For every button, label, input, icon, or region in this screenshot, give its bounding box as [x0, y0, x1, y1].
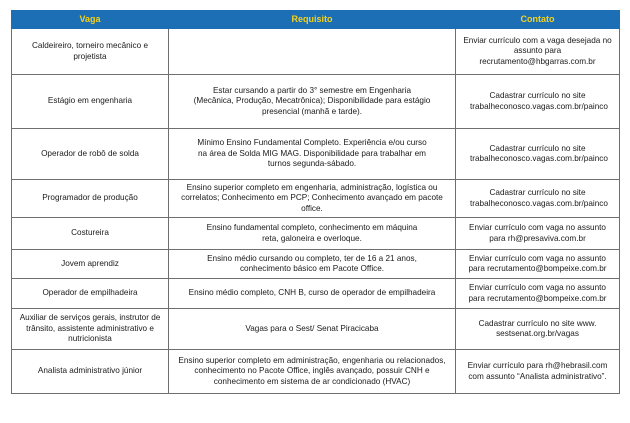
cell-vaga: Operador de empilhadeira [12, 279, 169, 309]
table-row [12, 350, 620, 394]
cell-requisito: Ensino superior completo em engenharia, administração, logística ou correlatos; Conhecimento em PCP; Conhecimento avançado em pacote office. [169, 180, 456, 218]
cell-contato: Enviar currículo com vaga no assunto para rh@presaviva.com.br [456, 218, 620, 250]
cell-contato: Enviar currículo com vaga no assunto para recrutamento@bompeixe.com.br [456, 250, 620, 279]
cell-vaga: Estágio em engenharia [12, 75, 169, 129]
cell-requisito: Ensino médio completo, CNH B, curso de operador de empilhadeira [169, 279, 456, 309]
table-row [12, 75, 620, 129]
cell-requisito: Mínimo Ensino Fundamental Completo. Experiência e/ou curso na área de Solda MIG MAG. Disponibilidade para trabalhar em turnos segunda-sábado. [169, 129, 456, 180]
table-row [12, 250, 620, 279]
cell-vaga: Jovem aprendiz [12, 250, 169, 279]
cell-vaga: Programador de produção [12, 180, 169, 218]
table-row [12, 279, 620, 309]
cell-vaga: Caldeireiro, torneiro mecânico e projetista [12, 29, 169, 75]
cell-vaga: Auxiliar de serviços gerais, instrutor de trânsito, assistente administrativo e nutricionista [12, 309, 169, 350]
header-requisito: Requisito [169, 11, 456, 29]
cell-requisito: Ensino médio cursando ou completo, ter de 16 a 21 anos, conhecimento básico em Pacote Office. [169, 250, 456, 279]
table-body [12, 29, 620, 394]
cell-contato: Cadastrar currículo no site trabalheconosco.vagas.com.br/painco [456, 180, 620, 218]
cell-contato: Cadastrar currículo no site trabalheconosco.vagas.com.br/painco [456, 75, 620, 129]
table-header [12, 11, 620, 29]
header-vaga: Vaga [12, 11, 169, 29]
header-row [12, 11, 620, 29]
cell-requisito [169, 29, 456, 75]
cell-contato: Enviar currículo para rh@hebrasil.com com assunto “Analista administrativo”. [456, 350, 620, 394]
jobs-table [11, 10, 620, 394]
cell-requisito: Estar cursando a partir do 3° semestre em Engenharia (Mecânica, Produção, Mecatrônica); Disponibilidade para estágio presencial (manhã e tarde). [169, 75, 456, 129]
cell-requisito: Ensino superior completo em administração, engenharia ou relacionados, conhecimento no Pacote Office, inglês avançado, possuir CNH e conhecimento em sistema de ar condicionado (HVAC) [169, 350, 456, 394]
cell-contato: Enviar currículo com vaga no assunto para recrutamento@bompeixe.com.br [456, 279, 620, 309]
table-row [12, 309, 620, 350]
cell-requisito: Ensino fundamental completo, conhecimento em máquina reta, galoneira e overloque. [169, 218, 456, 250]
cell-requisito: Vagas para o Sest/ Senat Piracicaba [169, 309, 456, 350]
table-row [12, 29, 620, 75]
cell-contato: Cadastrar currículo no site trabalheconosco.vagas.com.br/painco [456, 129, 620, 180]
cell-vaga: Operador de robô de solda [12, 129, 169, 180]
cell-contato: Cadastrar currículo no site www. sestsenat.org.br/vagas [456, 309, 620, 350]
cell-vaga: Costureira [12, 218, 169, 250]
table-row [12, 129, 620, 180]
cell-vaga: Analista administrativo júnior [12, 350, 169, 394]
cell-contato: Enviar currículo com a vaga desejada no assunto para recrutamento@hbgarras.com.br [456, 29, 620, 75]
table-row [12, 180, 620, 218]
table-row [12, 218, 620, 250]
jobs-table-container [11, 10, 619, 394]
header-contato: Contato [456, 11, 620, 29]
